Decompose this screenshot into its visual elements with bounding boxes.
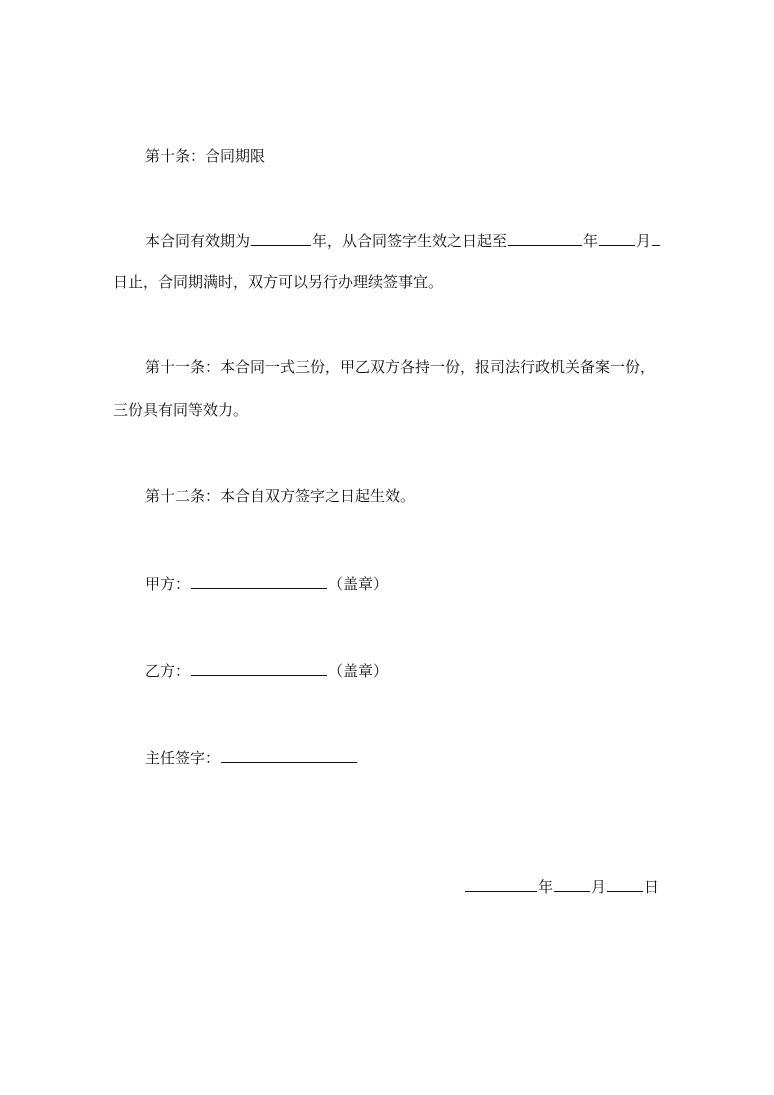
party-a-seal: （盖章）	[328, 575, 389, 593]
term-text-5: 日止，合同期满时，双方可以另行办理续签事宜。	[113, 273, 444, 291]
date-month-label: 月	[591, 878, 607, 896]
date-month-blank[interactable]	[554, 876, 590, 892]
date-day-blank[interactable]	[607, 876, 643, 892]
term-text-1: 本合同有效期为	[145, 232, 251, 250]
end-year-blank[interactable]	[508, 230, 582, 246]
article-12-text: 第十二条：本合自双方签字之日起生效。	[145, 487, 416, 505]
article-11-line-1	[145, 357, 655, 377]
party-b-signature-line	[145, 660, 388, 680]
term-text-4: 月	[636, 232, 652, 250]
article-12	[145, 486, 415, 506]
director-signature-line	[145, 747, 358, 767]
article-10-term-line-2	[113, 272, 443, 292]
term-text-3: 年	[583, 232, 599, 250]
end-month-blank[interactable]	[599, 230, 635, 246]
article-10-heading	[145, 146, 265, 166]
party-b-seal: （盖章）	[328, 662, 389, 680]
date-day-label: 日	[644, 878, 660, 896]
article-10-term-line	[145, 230, 661, 250]
end-day-blank[interactable]	[652, 230, 660, 246]
party-b-label: 乙方：	[145, 662, 191, 680]
party-b-blank[interactable]	[191, 660, 327, 676]
term-text-2: 年，从合同签字生效之日起至	[312, 232, 508, 250]
party-a-label: 甲方：	[145, 575, 191, 593]
director-blank[interactable]	[221, 747, 357, 763]
article-10-heading-text: 第十条：合同期限	[145, 147, 266, 165]
party-a-signature-line	[145, 573, 388, 593]
director-label: 主任签字：	[145, 749, 221, 767]
article-11-text-1: 第十一条：本合同一式三份，甲乙双方各持一份，报司法行政机关备案一份，	[145, 358, 656, 376]
term-years-blank[interactable]	[251, 230, 311, 246]
date-year-label: 年	[538, 878, 554, 896]
party-a-blank[interactable]	[191, 573, 327, 589]
date-line	[464, 876, 659, 896]
date-year-blank[interactable]	[465, 876, 537, 892]
article-11-line-2	[113, 400, 248, 420]
article-11-text-2: 三份具有同等效力。	[113, 401, 249, 419]
